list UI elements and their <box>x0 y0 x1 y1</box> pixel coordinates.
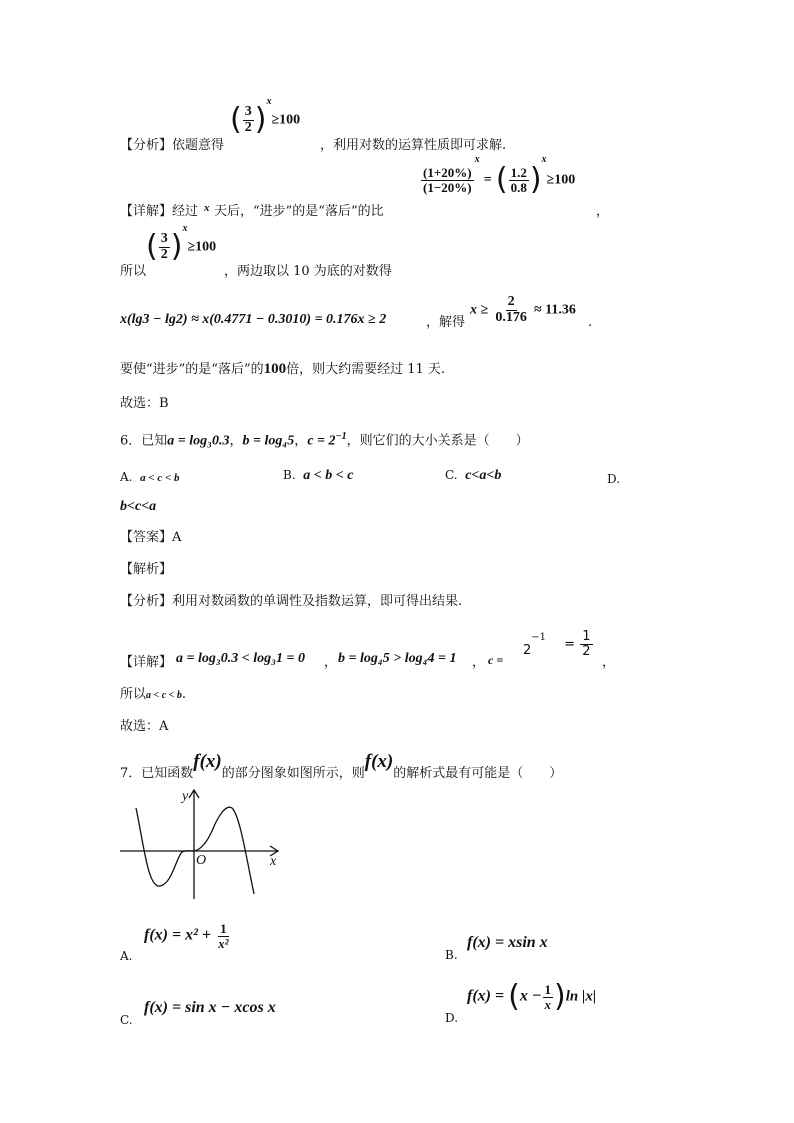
q6-stem-pre: 6．已知 <box>120 433 168 449</box>
q7-option-d[interactable]: D. f(x) = (x − $\frac{1}{x}$ )ln |x| <box>445 979 597 1025</box>
q6-option-a[interactable]: A. a < c < b <box>120 470 180 484</box>
conclusion-num: 100 <box>263 361 287 377</box>
detail-prev-var: x <box>204 202 210 214</box>
q6-choose: 故选：A <box>120 719 169 734</box>
q6-b-def: b = log₄5 <box>242 433 295 449</box>
log-line <box>120 295 620 339</box>
q6-jiexi: 【解析】 <box>120 562 173 577</box>
suoyi-rest: ，两边取以 10 为底的对数得 <box>224 264 392 279</box>
q6-conclude: 所以a < c < b. <box>120 687 186 702</box>
origin-label: O <box>196 853 207 868</box>
conclusion-line <box>120 362 445 377</box>
q6-answer: 【答案】A <box>120 530 182 545</box>
log-solve: ，解得 <box>426 315 466 330</box>
q7-option-c[interactable]: C. f(x) = sin x − xcos x <box>120 999 276 1027</box>
choose-prev: 故选：B <box>120 396 169 411</box>
q7-stem: 7．已知函数f(x)的部分图象如图所示，则f(x)的解析式最有可能是（ ） <box>120 751 563 781</box>
suoyi-formula: ( $\frac{3}{2}$ )$^x$≥100 <box>146 223 217 265</box>
q7-option-b[interactable]: B. f(x) = xsin x <box>445 934 548 962</box>
detail-prev-mid: 天后，“进步”的是“落后”的比 <box>214 204 384 219</box>
q6-option-c[interactable]: C. c<a<b <box>445 468 502 483</box>
analysis-prev-formula: ( $\frac{3}{2}$ )$^x$≥100 <box>230 96 301 138</box>
q6-analysis: 【分析】利用对数函数的单调性及指数运算，即可得出结果. <box>120 594 463 609</box>
suoyi-line <box>120 223 620 280</box>
q7-option-a[interactable]: A. f(x) = x² + $\frac{1}{\text{x²}}$ <box>120 921 229 963</box>
q6-option-d-text: b<c<a <box>120 499 157 514</box>
x-label: x <box>270 854 277 869</box>
q6-a-def: a = log₃0.3 <box>167 433 230 449</box>
q6-stem-post: ，则它们的大小关系是（ ） <box>346 433 529 449</box>
log-result: x ≥ $\frac{2}{0.176}$ ≈ 11.36 <box>470 294 576 325</box>
q7-fx-2: f(x) <box>364 751 394 772</box>
q7-fx-1: f(x) <box>193 751 222 772</box>
y-label: y <box>182 789 189 804</box>
detail-prev-formula: $\frac{(1+20\%)}{(1-20\%)}$ $^x$ = ( $\frac{1.2}{0.8}$ )$^x$≥100 <box>423 154 576 197</box>
detail-prev-label: 【详解】经过 <box>120 204 199 219</box>
q6-detail-c: c = <box>488 653 504 667</box>
detail-prev-line <box>120 154 620 219</box>
suoyi-label: 所以 <box>120 264 147 279</box>
q6-option-d[interactable]: D. <box>607 472 621 486</box>
conclusion-post: 倍，则大约需要经过 11 天. <box>286 362 446 377</box>
q6-detail-label: 【详解】 <box>120 655 173 670</box>
conclusion-pre: 要使“进步”的是“落后”的 <box>120 362 264 377</box>
q6-detail: 【详解】 a = log₃0.3 < log₃1 = 0 ， b = log₄5 > log₄4 = 1 ， c = $2^{-1}$ = $\frac{1}{2}$ ， <box>120 629 616 670</box>
q6-stem: 6．已知a = log₃0.3，b = log₄5，$c = 2^{-1}$，则它们的大小关系是（ ） <box>120 431 529 449</box>
q6-detail-c-value: $2^{-1}$ = $\frac{1}{2}$ <box>523 629 591 659</box>
q6-option-b[interactable]: B. a < b < c <box>283 468 354 483</box>
analysis-prev-label: 【分析】依题意得 <box>120 138 225 153</box>
log-end: . <box>588 315 593 330</box>
q6-c-def: c = 2 <box>307 433 336 449</box>
detail-prev-comma: ， <box>596 204 610 219</box>
analysis-prev-rest: ，利用对数的运算性质即可求解. <box>320 138 507 153</box>
q7-graph <box>118 786 288 901</box>
q6-detail-b: b = log₄5 > log₄4 = 1 <box>338 651 457 666</box>
log-expr: x(lg3 − lg2) ≈ x(0.4771 − 0.3010) = 0.176x ≥ 2 <box>120 312 387 327</box>
q6-detail-a: a = log₃0.3 < log₃1 = 0 <box>176 651 305 666</box>
